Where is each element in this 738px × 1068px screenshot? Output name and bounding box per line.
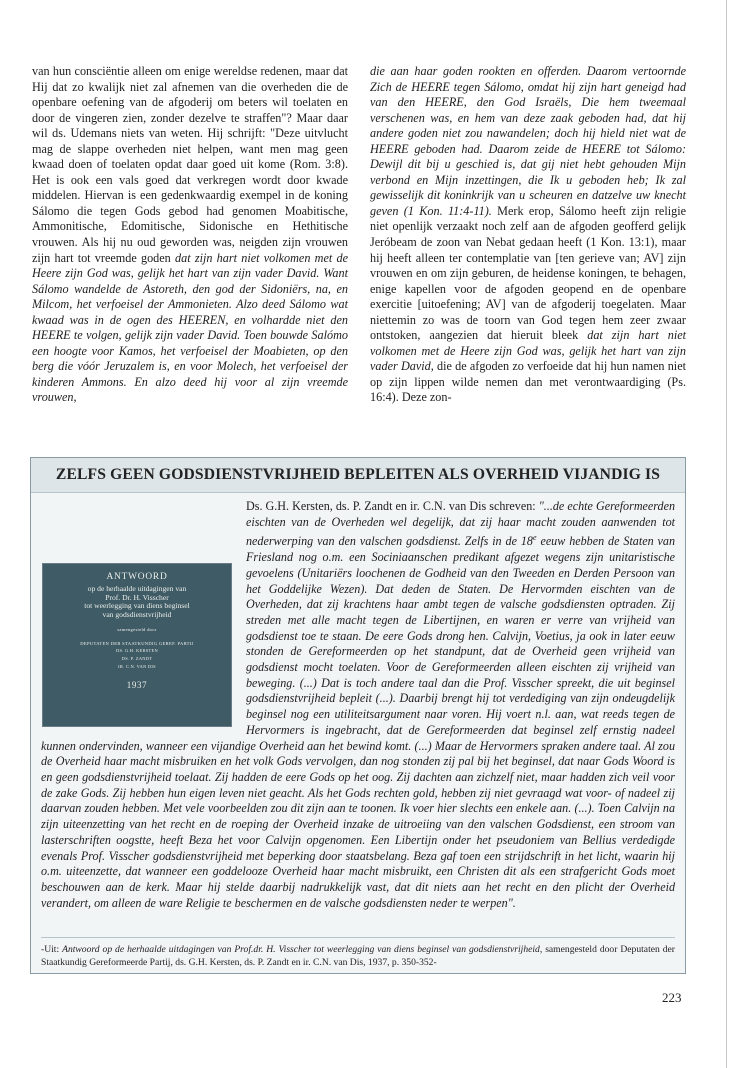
cover-author-3: DS. P. ZANDT [121, 655, 153, 661]
cover-compiled: samengesteld door [117, 627, 157, 633]
sidebar-body [31, 493, 685, 911]
source-title: Antwoord op de herhaalde uitdagingen van Prof.dr. H. Visscher tot weerlegging van diens beginsel van godsdienstvrijheid [62, 944, 540, 955]
cover-author-1: DEPUTATEN DER STAATKUNDIG GEREF. PARTIJ [80, 641, 194, 647]
source-prefix: -Uit: [41, 944, 63, 955]
left-column-segment: van hun consciëntie alleen om enige wereldse redenen, maar dat Hij dat zo kwalijk niet zal afnemen van die overheden die de openbare oefening van de afgoderij om beters wil toelaten en door de vingeren zien, zonder dezelve te straffen"? Maar daar wil ds. Udemans niets van weten. Hij schrijft: "Deze uitvlucht mag de slappe overheden niet helpen, want men mag geen kwaad doen of toelaten opdat daar goed uit kome (Rom. 3:8). Het is ook een vals goed dat verkregen wordt door kwade middelen. Hiervan is een gedenkwaardig exempel in de koning Sálomo die tegen Gods gebod had genomen Moabitische, Ammonitische, Edomitische, Sidonische en Hethitische vrouwen. Als hij nu oud geworden was, neigden zijn vrouwen zijn hart tot vreemde goden [32, 64, 348, 265]
cover-year: 1937 [126, 680, 148, 691]
sidebar-box [30, 457, 686, 974]
left-column [32, 64, 348, 406]
right-column-segment: dat zijn hart niet volkomen met de Heere zijn God was, gelijk het hart van zijn vader David, [370, 328, 686, 374]
right-column-segment: die de afgoden zo verfoeide dat hij hun namen niet op zijn lippen wilde nemen dan met verontwaardiging (Ps. 16:4). Deze zon- [370, 359, 686, 405]
sidebar-quote-a: "...de echte Gereformeerden eischten van de Overheden wel degelijk, dat zij haar macht zouden aanwenden tot nederwerping van den valschen godsdienst. Zelfs in de 18 [246, 499, 676, 549]
cover-subtitle-3: tot weerlegging van diens beginsel [84, 601, 190, 611]
right-column-segment: die aan haar goden rookten en offerden. Daarom vertoornde Zich de HEERE tegen Sálomo, omdat hij zijn hart geneigd had van den HEERE, den God Israëls, Die hem tweemaal verschenen was, en hem van deze zaak geboden had, dat hij andere goden niet zou nawandelen; doch hij hield niet wat de HEERE geboden had. Daarom zeide de HEERE tot Sálomo: Dewijl dit bij u geschied is, dat gij niet hebt gehouden Mijn verbond en Mijn inzettingen, die Ik u geboden heb; Ik zal gewisselijk dit koninkrijk van u scheuren en datzelve uw knecht geven (1 Kon. 11:4-11). [370, 64, 686, 218]
page-edge-line [726, 0, 727, 1068]
book-cover-image [42, 563, 232, 727]
cover-title: ANTWOORD [106, 572, 168, 582]
sidebar-intro: Ds. G.H. Kersten, ds. P. Zandt en ir. C.N. van Dis schreven: [246, 499, 539, 513]
page-number: 223 [662, 990, 682, 1005]
cover-author-4: IR. C.N. VAN DIS [118, 663, 156, 669]
sidebar-quote-sup: e [532, 533, 537, 543]
cover-subtitle-2: Prof. Dr. H. Visscher [105, 592, 169, 602]
sidebar-title: ZELFS GEEN GODSDIENSTVRIJHEID BEPLEITEN ALS OVERHEID VIJANDIG IS [31, 458, 685, 493]
cover-subtitle-1: op de herhaalde uitdagingen van [87, 584, 187, 593]
sidebar-source [41, 937, 675, 969]
sidebar-quote-b: eeuw hebben de Staten van Friesland nog o.m. een Sociniaanschen predikant afgezet wegens zijn unitaristische gevoelens (Unitariërs loochenen de Godheid van den Tweeden en Derden Persoon van het Goddelijke Wezen). Dat deden de Staten. De Hervormden eischten van de Overheden, dat zij krachtens haar ambt tegen de valsche godsdiensten optraden. Zij streden met alle macht tegen de Libertijnen, en waren er verre van vrijheid van godsdienst toe te staan. De eere Gods drong hen. Calvijn, Voetius, ja ook in later eeuw stonden de Gereformeerden op het standpunt, dat de Overheid geen vrijheid van godsdienst mocht toelaten. Voor de Gereformeerden alleen eischten zij vrijheid van beweging. (...) Dat is toch andere taal dan die Prof. Visscher spreekt, die uit beginsel godsdienstvrijheid bepleit (...). Daarbij brengt hij tot verdediging van zijn ondeugdelijk beginsel nog een utiliteitsargument naar voren. Hij voert n.l. aan, wat reeds tegen de Hervormers is ingebracht, dat de Gereformeerden dat beginsel zelf ernstig nadeel kunnen ondervinden, wanneer een vijandige Overheid aan het bewind komt. (...) Maar de Hervormers spraken andere taal. Al zou de Overheid haar macht misbruiken en het volk Gods vervolgen, dan nog stonden zij pal bij het beginsel, dat naar Gods Woord is en geen godsdienstvrijheid toelaat. Zij hadden de eere Gods op het oog. Zij dachten aan zichzelf niet, maar hadden zich veil voor de zake Gods. Zij hebben hun eigen leven niet geacht. Als het Gods rechten gold, hebben zij niet gevraagd wat voor- of nadeel zij daarvan zouden hebben. Met vele voorbeelden zou dit zijn aan te toonen. Ik voer hier slechts een enkele aan. (...). Toen Calvijn na zijn uiteenzetting van het recht en de roeping der Overheid inzake de uitroeiing van den valschen Godsdienst, een stroom van lasterschriften oogstte, heeft Beza het voor Calvijn opgenomen. Een Libertijn onder het pseudoniem van Bellius verdedigde evenals Prof. Visscher godsdienstvrijheid met beperking door staatsbelang. Beza gaf toen een strijdschrift in het licht, waarin hij o.m. uiteenzette, dat wanneer een goddelooze Overheid haar macht misbruikt, een Christen dit als een strafgericht Gods moet beschouwen aan de kerk. Maar hij stelde daarbij nadrukkelijk vast, dat dit niets aan het recht en den plicht der Overheid verandert, om alleen de ware Religie te beschermen en de valsche godsdiensten neder te werpen". [41, 534, 676, 910]
right-column-segment: Merk erop, Sálomo heeft zijn religie niet openlijk verzaakt noch zelf aan de afgoden geofferd gelijk Jeróbeam de zoon van Nebat gedaan heeft (1 Kon. 13:1), maar hij heeft alleen ter contemplatie van [ten gerieve van; AV] zijn vrouwen en om zijn geburen, de heidense koningen, te behagen, enige kapellen voor de afgoden geopend en de openbare exercitie [uitoefening; AV] van de afgoderij toegelaten. Maar niettemin zo was de toorn van God tegen hem zeer zwaar ontstoken, aangezien dat hieruit bleek [370, 203, 686, 343]
left-column-segment: dat zijn hart niet volkomen met de Heere zijn God was, gelijk het hart van zijn vader David. Want Sálomo wandelde de Astoreth, den god der Sidoniërs, na, en Milcom, het verfoeisel der Ammonieten. Alzo deed Sálomo wat kwaad was in de ogen des HEEREN, en volhardde niet den HEERE te volgen, gelijk zijn vader David. Toen bouwde Salómo een hoogte voor Kamos, het verfoeisel der Moabieten, op den berg die vóór Jeruzalem is, en voor Molech, het verfoeisel der kinderen Ammons. En alzo deed hij voor al zijn vreemde vrouwen, [32, 250, 349, 405]
cover-author-2: DS. G.H. KERSTEN [115, 648, 158, 654]
cover-subtitle-4: van godsdienstvrijheid [102, 609, 172, 619]
source-rest: , samengesteld door Deputaten der Staatkundig Gereformeerde Partij, ds. G.H. Kersten, ds. P. Zandt en ir. C.N. van Dis, 1937, p. 350-352- [41, 944, 675, 968]
right-column [370, 64, 686, 406]
